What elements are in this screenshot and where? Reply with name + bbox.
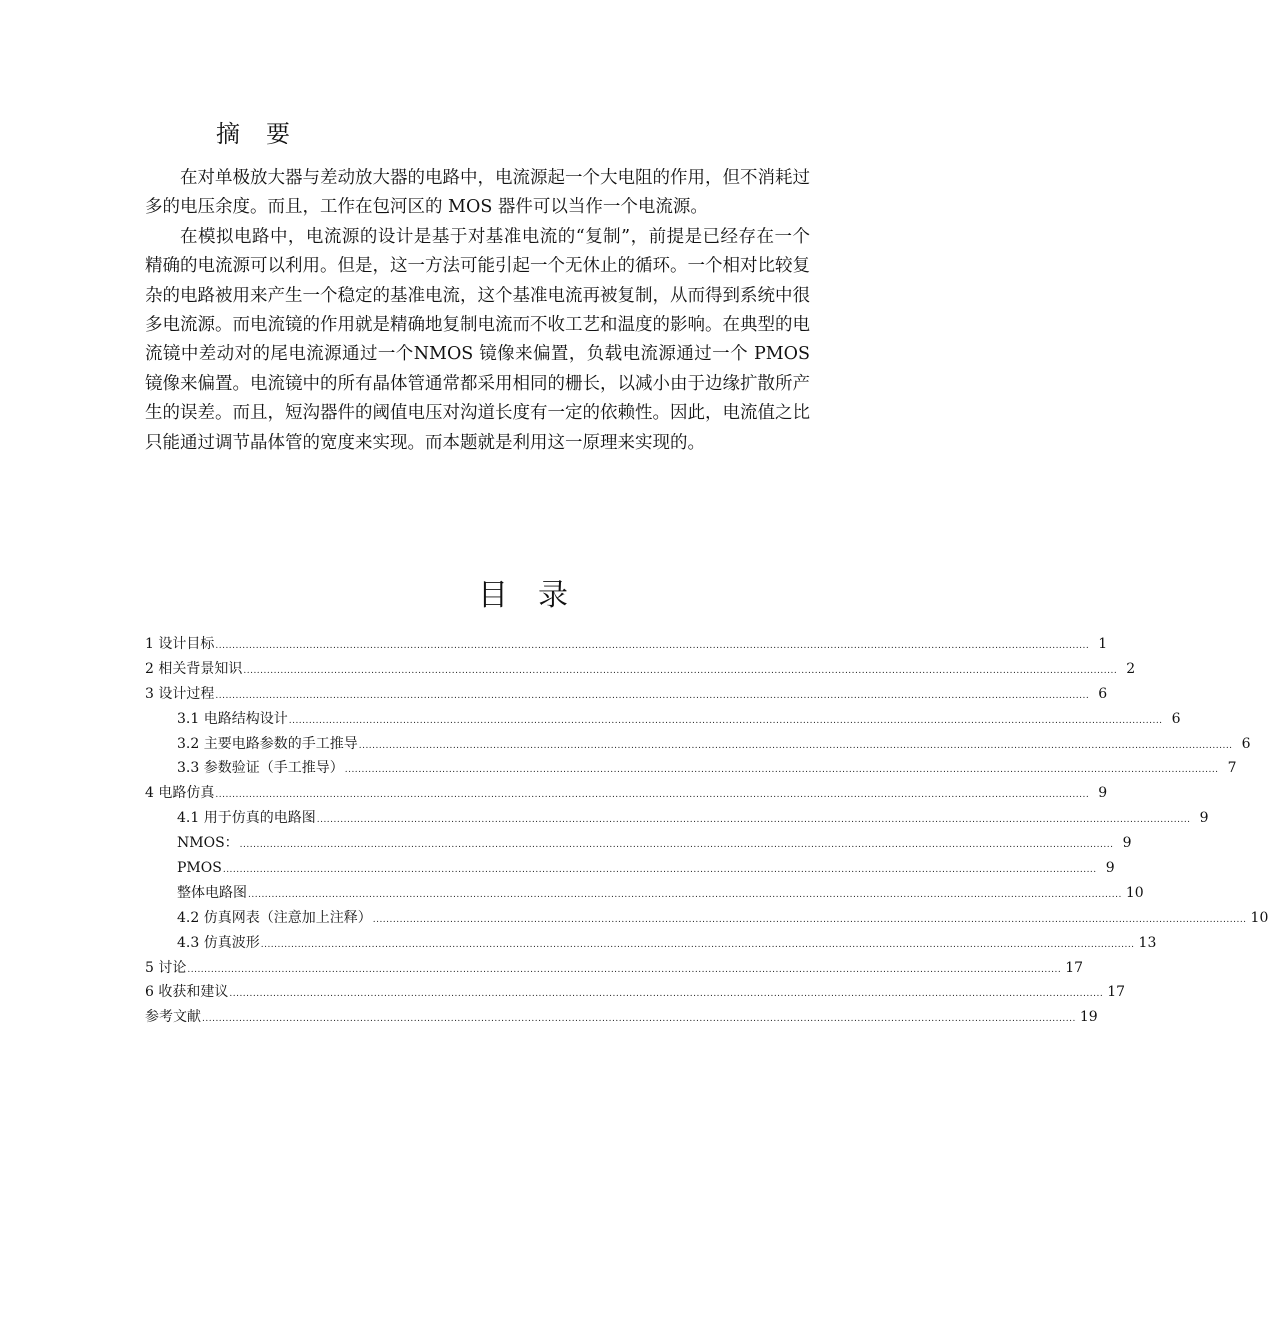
toc-leader-dots: ....................................................................................................................................................................................................................................................................	[202, 1014, 1076, 1025]
toc-entry[interactable]	[145, 881, 1144, 906]
toc-leader-dots: ....................................................................................................................................................................................................................................................................	[372, 914, 1247, 925]
toc-leader-dots: ....................................................................................................................................................................................................................................................................	[215, 690, 1090, 701]
toc-leader-dots: ....................................................................................................................................................................................................................................................................	[222, 865, 1097, 876]
toc-entry-label: 4 电路仿真	[145, 785, 215, 802]
toc-entry[interactable]	[145, 980, 1126, 1005]
toc-entry[interactable]	[145, 707, 1181, 732]
toc-leader-dots: ....................................................................................................................................................................................................................................................................	[243, 665, 1118, 676]
toc-entry[interactable]	[145, 831, 1132, 856]
toc-entry[interactable]	[145, 906, 1268, 931]
toc-entry-label: 参考文献	[145, 1009, 201, 1026]
toc-leader-dots: ....................................................................................................................................................................................................................................................................	[187, 964, 1062, 975]
toc-entry-page: 10	[1125, 884, 1144, 901]
toc-leader-dots: ....................................................................................................................................................................................................................................................................	[215, 641, 1090, 651]
toc-entry-page: 10	[1250, 909, 1268, 926]
toc-entry-page: 19	[1079, 1009, 1098, 1026]
toc-entry-page: 7	[1227, 760, 1237, 777]
toc-entry-page: 9	[1098, 785, 1108, 802]
toc-entry[interactable]	[145, 956, 1084, 981]
toc-entry-label: 1 设计目标	[145, 636, 215, 652]
toc-entry[interactable]	[145, 806, 1209, 831]
abstract-paragraph: 在对单极放大器与差动放大器的电路中，电流源起一个大电阻的作用，但不消耗过多的电压余度。而且，工作在包河区的 MOS 器件可以当作一个电流源。	[145, 168, 810, 218]
toc-entry-label: 4.2 仿真网表（注意加上注释）	[177, 909, 372, 926]
toc-leader-dots: ....................................................................................................................................................................................................................................................................	[248, 889, 1122, 900]
toc-leader-dots: ....................................................................................................................................................................................................................................................................	[260, 939, 1135, 950]
toc-entry-label: 2 相关背景知识	[145, 660, 243, 677]
toc-entry-page: 2	[1126, 660, 1136, 677]
toc-entry-page: 17	[1107, 984, 1126, 1001]
toc-entry[interactable]	[145, 657, 1136, 682]
toc-entry[interactable]	[145, 732, 1251, 757]
toc-entry-page: 9	[1199, 810, 1209, 827]
toc-entry-page: 9	[1105, 860, 1115, 877]
toc-entry-page: 17	[1065, 959, 1084, 976]
toc-leader-dots: ....................................................................................................................................................................................................................................................................	[215, 790, 1090, 801]
toc-entry[interactable]	[145, 781, 1108, 806]
toc-leader-dots: ....................................................................................................................................................................................................................................................................	[229, 989, 1104, 1000]
toc-entry[interactable]	[145, 931, 1157, 956]
toc-entry[interactable]	[145, 856, 1115, 881]
toc-entry-label: 3.3 参数验证（手工推导）	[177, 760, 344, 777]
toc-entry-page: 6	[1098, 685, 1108, 702]
toc-leader-dots: ....................................................................................................................................................................................................................................................................	[239, 840, 1114, 851]
toc-entry[interactable]	[145, 1005, 1098, 1030]
toc-entry-page: 1	[1098, 636, 1108, 652]
toc-entry[interactable]	[145, 756, 1237, 781]
toc-entry[interactable]	[145, 632, 1108, 657]
toc-heading: 目录	[478, 578, 598, 613]
toc-entry-label: 3.2 主要电路参数的手工推导	[177, 735, 358, 752]
table-of-contents	[145, 632, 1268, 1030]
toc-entry-label: 整体电路图	[177, 884, 247, 901]
toc-entry-label: NMOS：	[177, 835, 239, 852]
toc-entry-label: 3.1 电路结构设计	[177, 710, 288, 727]
abstract-body	[145, 164, 810, 458]
toc-entry-page: 6	[1241, 735, 1251, 752]
toc-entry-page: 6	[1171, 710, 1181, 727]
toc-entry-page: 9	[1122, 835, 1132, 852]
toc-entry[interactable]	[145, 682, 1108, 707]
toc-entry-label: 3 设计过程	[145, 685, 215, 702]
toc-entry-page: 13	[1138, 934, 1157, 951]
abstract-paragraph: 在模拟电路中，电流源的设计是基于对基准电流的“复制”，前提是已经存在一个精确的电流源可以利用。但是，这一方法可能引起一个无休止的循环。一个相对比较复杂的电路被用来产生一个稳定的基准电流，这个基准电流再被复制，从而得到系统中很多电流源。而电流镜的作用就是精确地复制电流而不收工艺和温度的影响。在典型的电流镜中差动对的尾电流源通过一个NMOS 镜像来偏置，负载电流源通过一个 PMOS 镜像来偏置。电流镜中的所有晶体管通常都采用相同的栅长，以减小由于边缘扩散所产生的误差。而且，短沟器件的阈值电压对沟道长度有一定的依赖性。因此，电流值之比只能通过调节晶体管的宽度来实现。而本题就是利用这一原理来实现的。	[145, 226, 810, 453]
toc-entry-label: 5 讨论	[145, 959, 187, 976]
abstract-heading: 摘要	[216, 120, 316, 148]
toc-leader-dots: ....................................................................................................................................................................................................................................................................	[344, 765, 1219, 776]
toc-entry-label: 4.3 仿真波形	[177, 934, 260, 951]
toc-entry-label: 4.1 用于仿真的电路图	[177, 810, 316, 827]
toc-leader-dots: ....................................................................................................................................................................................................................................................................	[358, 740, 1233, 751]
toc-entry-label: 6 收获和建议	[145, 984, 229, 1001]
toc-leader-dots: ....................................................................................................................................................................................................................................................................	[288, 715, 1163, 726]
toc-entry-label: PMOS	[177, 860, 222, 877]
toc-leader-dots: ....................................................................................................................................................................................................................................................................	[316, 815, 1191, 826]
